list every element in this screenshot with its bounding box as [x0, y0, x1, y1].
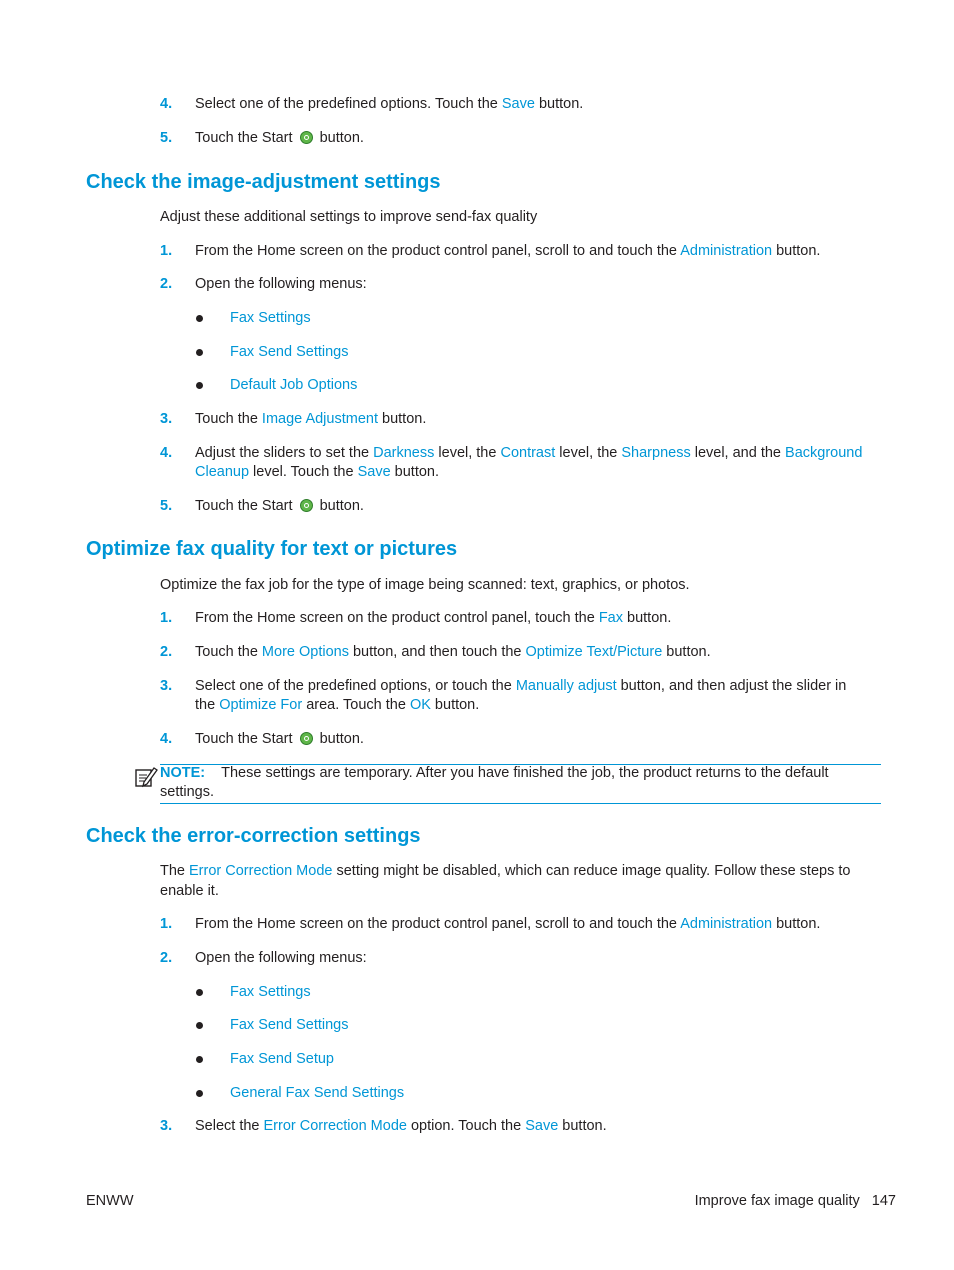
bullet	[196, 1084, 203, 1103]
bullet	[196, 343, 203, 362]
note-label: NOTE:	[160, 765, 206, 781]
step-text: Open the following menus:	[195, 950, 367, 966]
bullet	[196, 1016, 203, 1035]
step-number: 2.	[160, 276, 173, 292]
step-text-continued: the Optimize For area. Touch the OK button.	[195, 697, 480, 713]
optimize-text-picture-link[interactable]: Optimize Text/Picture	[525, 644, 663, 660]
error-correction-mode-link[interactable]: Error Correction Mode	[263, 1118, 407, 1134]
step-number: 1.	[160, 916, 173, 932]
step-number: 4.	[160, 731, 173, 747]
step-number: 5.	[160, 130, 173, 146]
note-text-continued: settings.	[160, 784, 214, 800]
step-text: Select one of the predefined options. Touch the Save button.	[195, 96, 584, 112]
bullet	[196, 376, 203, 395]
footer-left: ENWW	[86, 1193, 134, 1209]
step-text-continued: Cleanup level. Touch the Save button.	[195, 464, 440, 480]
contrast-link[interactable]: Contrast	[500, 445, 556, 461]
step-number: 4.	[160, 96, 173, 112]
note-text: NOTE: These settings are temporary. After you have finished the job, the product returns to the default	[160, 765, 829, 781]
menu-link[interactable]: Fax Settings	[230, 310, 311, 326]
step-text: Open the following menus:	[195, 276, 367, 292]
menu-link[interactable]: Fax Send Settings	[230, 1017, 349, 1033]
ok-link[interactable]: OK	[409, 697, 431, 713]
step-number: 1.	[160, 610, 173, 626]
footer-section-title: Improve fax image quality	[694, 1193, 860, 1209]
sharpness-link[interactable]: Sharpness	[621, 445, 691, 461]
page-number: 147	[871, 1193, 896, 1209]
start-button-icon	[300, 499, 313, 512]
optimize-for-link[interactable]: Optimize For	[219, 697, 303, 713]
step-number: 2.	[160, 644, 173, 660]
administration-link[interactable]: Administration	[680, 243, 773, 259]
start-button-icon	[300, 131, 313, 144]
darkness-link[interactable]: Darkness	[373, 445, 435, 461]
step-number: 1.	[160, 243, 173, 259]
error-correction-mode-link[interactable]: Error Correction Mode	[189, 863, 333, 879]
section-intro: Optimize the fax job for the type of image being scanned: text, graphics, or photos.	[160, 577, 690, 593]
step-text: Touch the Start button.	[195, 498, 364, 514]
step-text: Select the Error Correction Mode option. Touch the Save button.	[195, 1118, 607, 1134]
fax-link[interactable]: Fax	[598, 610, 623, 626]
step-number: 2.	[160, 950, 173, 966]
step-text: From the Home screen on the product control panel, scroll to and touch the Administration button.	[195, 916, 821, 932]
more-options-link[interactable]: More Options	[261, 644, 349, 660]
section-intro: The Error Correction Mode setting might be disabled, which can reduce image quality. Follow these steps to	[160, 863, 851, 879]
save-link[interactable]: Save	[525, 1118, 559, 1134]
section-intro: Adjust these additional settings to improve send-fax quality	[160, 209, 538, 225]
background-cleanup-link[interactable]: Background	[785, 445, 863, 461]
step-number: 5.	[160, 498, 173, 514]
start-button-icon	[300, 732, 313, 745]
section-intro-continued: enable it.	[160, 883, 219, 899]
menu-link[interactable]: Fax Send Settings	[230, 344, 349, 360]
step-number: 3.	[160, 411, 173, 427]
step-text: Select one of the predefined options, or touch the Manually adjust button, and then adjust the slider in	[195, 678, 847, 694]
step-text: Touch the Start button.	[195, 130, 364, 146]
step-text: Touch the Image Adjustment button.	[195, 411, 427, 427]
step-text: From the Home screen on the product control panel, touch the Fax button.	[195, 610, 672, 626]
section-heading-error-correction: Check the error-correction settings	[86, 825, 421, 847]
step-text: Touch the Start button.	[195, 731, 364, 747]
save-link[interactable]: Save	[501, 96, 535, 112]
step-number: 4.	[160, 445, 173, 461]
section-heading-image-adjustment: Check the image-adjustment settings	[86, 171, 441, 193]
step-text: Adjust the sliders to set the Darkness level, the Contrast level, the Sharpness level, and the Background	[195, 445, 863, 461]
menu-link[interactable]: Default Job Options	[230, 377, 358, 393]
note-pencil-icon	[134, 765, 158, 789]
menu-link[interactable]: Fax Send Setup	[230, 1051, 334, 1067]
background-cleanup-link[interactable]: Cleanup	[195, 464, 250, 480]
manually-adjust-link[interactable]: Manually adjust	[515, 678, 617, 694]
menu-link[interactable]: General Fax Send Settings	[230, 1085, 405, 1101]
image-adjustment-link[interactable]: Image Adjustment	[261, 411, 378, 427]
step-number: 3.	[160, 678, 173, 694]
bullet	[196, 983, 203, 1002]
step-text: From the Home screen on the product control panel, scroll to and touch the Administration button.	[195, 243, 821, 259]
menu-link[interactable]: Fax Settings	[230, 984, 311, 1000]
bullet	[196, 1050, 203, 1069]
step-number: 3.	[160, 1118, 173, 1134]
bullet	[196, 309, 203, 328]
save-link[interactable]: Save	[357, 464, 391, 480]
footer-right	[695, 1192, 896, 1211]
step-text: Touch the More Options button, and then touch the Optimize Text/Picture button.	[195, 644, 711, 660]
section-heading-optimize: Optimize fax quality for text or pictures	[86, 538, 458, 560]
administration-link[interactable]: Administration	[680, 916, 773, 932]
